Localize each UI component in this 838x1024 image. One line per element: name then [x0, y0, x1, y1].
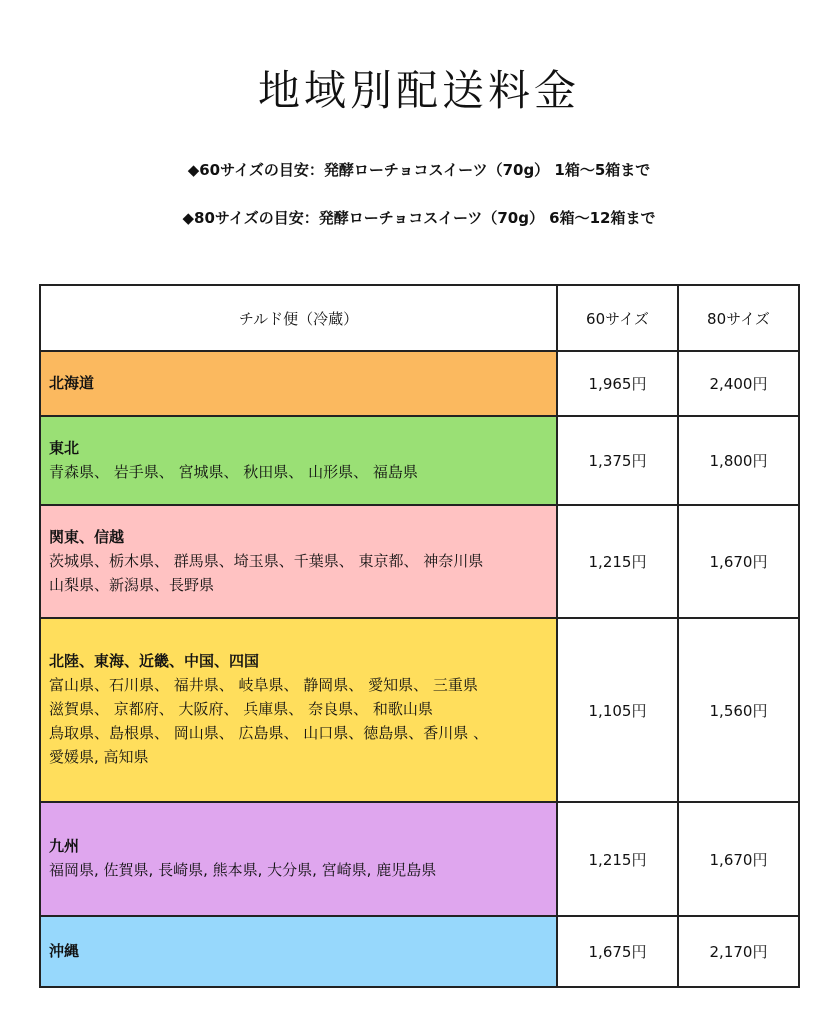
region-cell	[40, 802, 557, 916]
table-row	[40, 618, 799, 802]
region-cell	[40, 618, 557, 802]
table-header-row	[40, 285, 799, 351]
region-cell	[40, 916, 557, 987]
table-row	[40, 351, 799, 416]
header-region: チルド便（冷蔵）	[40, 285, 557, 351]
region-name: 関東、信越	[49, 527, 125, 546]
size-note-60: ◆60サイズの目安：発酵ローチョコスイーツ（70g） 1箱〜5箱まで	[187, 161, 651, 179]
price-80: 1,670円	[678, 505, 799, 618]
price-60: 1,675円	[557, 916, 678, 987]
price-80: 2,400円	[678, 351, 799, 416]
price-60: 1,965円	[557, 351, 678, 416]
price-60: 1,215円	[557, 505, 678, 618]
price-80: 1,560円	[678, 618, 799, 802]
price-60: 1,375円	[557, 416, 678, 505]
header-size-80: 80サイズ	[678, 285, 799, 351]
region-prefectures: 福岡県, 佐賀県, 長崎県, 熊本県, 大分県, 宮崎県, 鹿児島県	[49, 861, 437, 879]
table-row	[40, 505, 799, 618]
page-title: 地域別配送料金	[257, 66, 580, 115]
price-60: 1,215円	[557, 802, 678, 916]
size-note-80: ◆80サイズの目安：発酵ローチョコスイーツ（70g） 6箱〜12箱まで	[182, 209, 656, 227]
table-row	[40, 802, 799, 916]
price-60: 1,105円	[557, 618, 678, 802]
region-name: 北陸、東海、近畿、中国、四国	[49, 652, 260, 670]
region-cell	[40, 351, 557, 416]
price-80: 2,170円	[678, 916, 799, 987]
price-80: 1,670円	[678, 802, 799, 916]
table-row	[40, 916, 799, 987]
price-80: 1,800円	[678, 416, 799, 505]
shipping-rate-table	[39, 284, 800, 988]
region-prefectures: 富山県、石川県、 福井県、 岐阜県、 静岡県、 愛知県、 三重県 滋賀県、 京都府、 大阪府、 兵庫県、 奈良県、 和歌山県 鳥取県、島根県、 岡山県、 広島県、 山口県、徳島県、香川県 、 愛媛県, 高知県	[49, 676, 489, 766]
region-name: 九州	[49, 837, 80, 855]
region-prefectures: 茨城県、栃木県、 群馬県、埼玉県、千葉県、 東京都、 神奈川県 山梨県、新潟県、長野県	[49, 551, 484, 594]
region-name: 北海道	[49, 373, 95, 392]
region-name: 東北	[49, 438, 80, 457]
region-prefectures: 青森県、 岩手県、 宮城県、 秋田県、 山形県、 福島県	[49, 462, 418, 481]
region-name: 沖縄	[49, 941, 80, 960]
table-row	[40, 416, 799, 505]
region-cell	[40, 505, 557, 618]
region-cell	[40, 416, 557, 505]
header-size-60: 60サイズ	[557, 285, 678, 351]
